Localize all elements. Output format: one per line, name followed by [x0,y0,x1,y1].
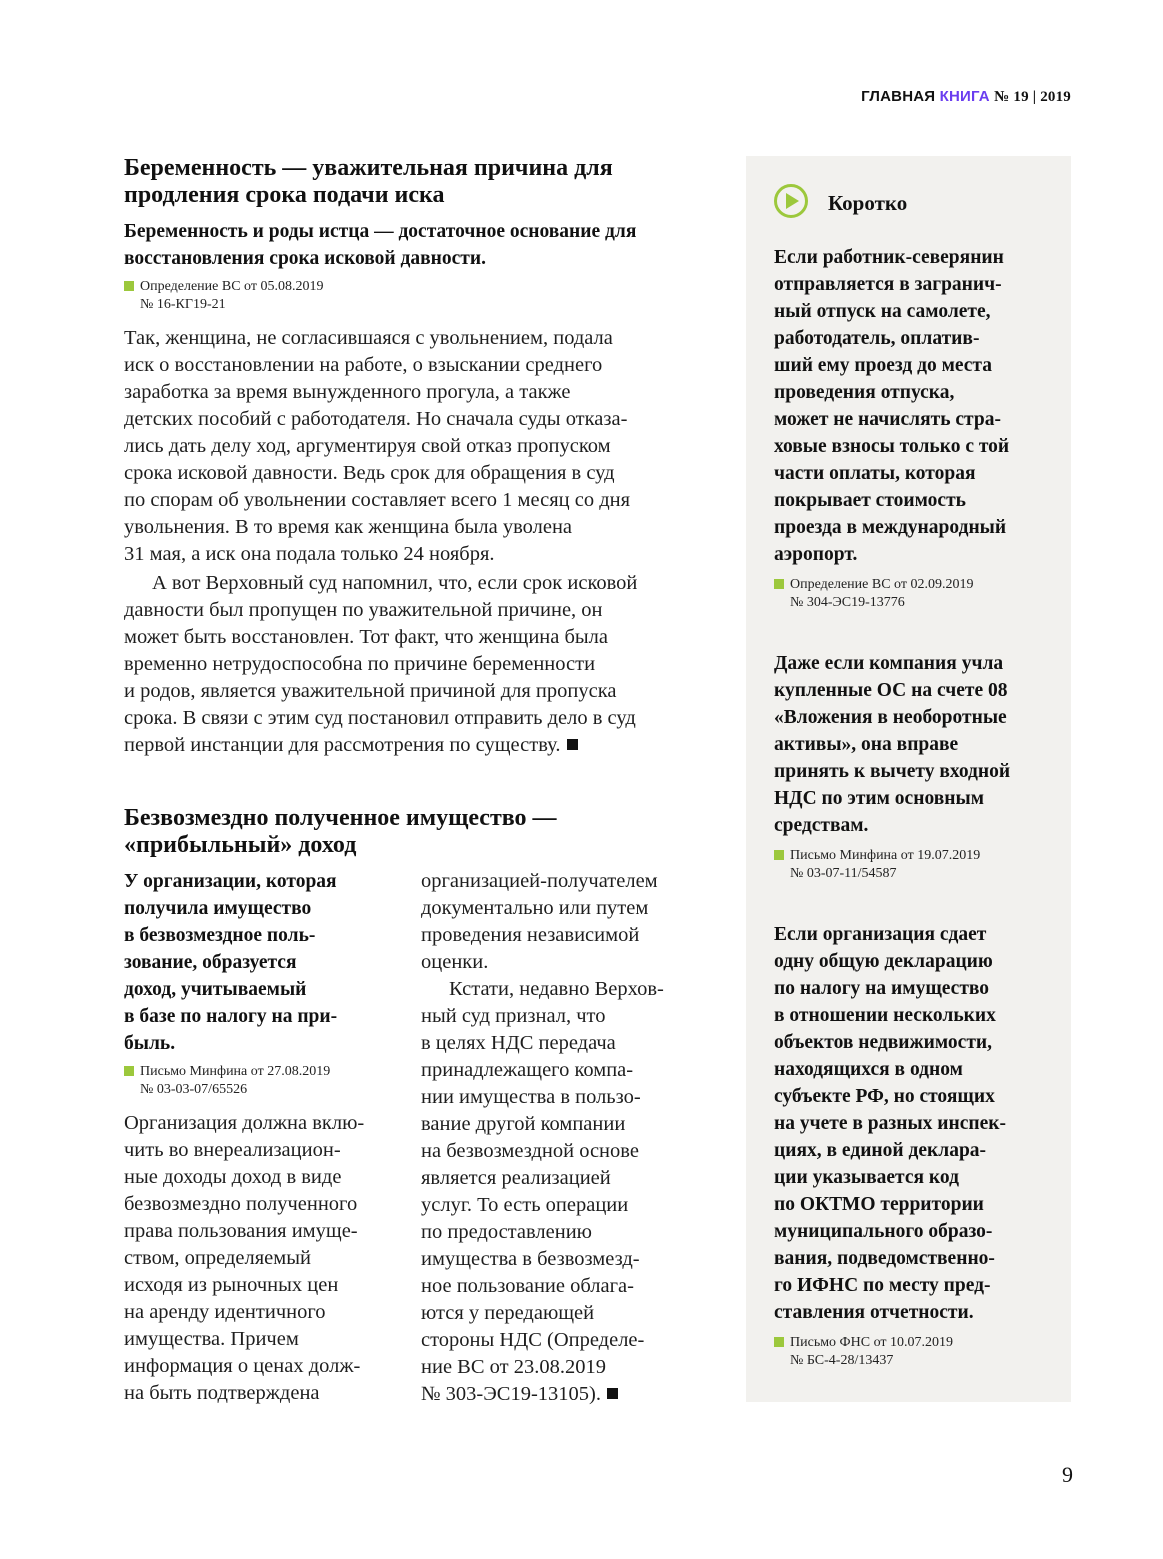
sidebar-item-1-reference [774,576,1064,612]
article1-lead: Беременность и роды истца — достаточное основание для восстановления срока исковой давности. [124,221,637,269]
green-square-icon [124,1066,134,1076]
sidebar-item-3-text: Если организация сдает одну общую декларацию по налогу на имущество в отношении нескольких объектов недвижимости, находящихся в одном субъекте РФ, но стоящих на учете в разных инспек- циях, в единой деклара- ции указывается код по ОКТМО территории муниципального образо- вания, подведомственно- го ИФНС по месту пред- ставления отчетности. [774,924,1007,1323]
sidebar-heading: Коротко [828,191,908,215]
issue-number: № 19 | 2019 [994,89,1071,105]
article2-reference-text: Письмо Минфина от 27.08.2019 № 03-03-07/65526 [140,1064,331,1097]
green-square-icon [774,1337,784,1347]
play-triangle-icon [783,192,801,210]
article1-reference-text: Определение ВС от 05.08.2019 № 16-КГ19-21 [140,279,324,312]
green-square-icon [124,281,134,291]
article2-column2-text1: организацией-получателем документально или путем проведения независимой оценки. [421,870,658,973]
green-square-icon [774,850,784,860]
play-circle-icon [774,184,808,218]
article1-reference [124,278,444,314]
article2-title: Безвозмездно полученное имущество — «прибыльный» доход [124,805,557,858]
brand-accent: КНИГА [939,88,990,105]
article1-paragraph1: Так, женщина, не согласившаяся с увольнением, подала иск о восстановлении на работе, о взыскании среднего заработка за время вынужденного прогула, а также детских пособий с работодателя. Но сначала суды отказа- лись дать делу ход, аргументируя свой отказ пропуском срока исковой давности. Ведь срок для обращения в суд по спорам об увольнении составляет всего 1 месяц со дня увольнения. В то время как женщина была уволена 31 мая, а иск она подала только 24 ноября. [124,327,631,565]
sidebar-item-3-reference [774,1334,1064,1370]
brand-main: ГЛАВНАЯ [861,88,936,105]
article2-column1-text: Организация должна вклю- чить во внереализацион- ные доходы доход в виде безвозмездно полученного права пользования имуще- ством, определяемый исходя из рыночных цен на аренду идентичного имущества. Причем информация о ценах долж- на быть подтверждена [124,1112,365,1404]
black-square-icon [607,1388,618,1399]
page-number: 9 [1062,1462,1073,1487]
sidebar-item-2-text: Даже если компания учла купленные ОС на счете 08 «Вложения в необоротные активы», она вправе принять к вычету входной НДС по этим основным средствам. [774,653,1011,836]
black-square-icon [567,739,578,750]
article2-reference [124,1063,414,1099]
sidebar-item-2-reference [774,847,1064,883]
sidebar-item-1-reference-text: Определение ВС от 02.09.2019 № 304-ЭС19-13776 [790,577,974,610]
masthead [861,88,1071,106]
green-square-icon [774,579,784,589]
sidebar-item-3-reference-text: Письмо ФНС от 10.07.2019 № БС-4-28/13437 [790,1335,954,1368]
article1-title: Беременность — уважительная причина для продления срока подачи иска [124,155,613,208]
article2-column2-wrap [421,976,721,1408]
article2-column2-text2: Кстати, недавно Верхов- ный суд признал, что в целях НДС передача принадлежащего компа- нии имущества в пользо- вание другой компании на безвозмездной основе является реализацией услуг. То есть операции по предоставлению имущества в безвозмезд- ное пользование облага- ются у передающей стороны НДС (Определе- ние ВС от 23.08.2019 № 303-ЭС19-13105). [421,978,664,1405]
sidebar-item-1-text: Если работник-северянин отправляется в загранич- ный отпуск на самолете, работодатель, оплатив- ший ему проезд до места проведения отпуска, может не начислять стра- ховые взносы только с той части оплаты, которая покрывает стоимость проезда в международный аэропорт. [774,247,1010,565]
article1-paragraph2-wrap [124,570,724,759]
article2-lead: У организации, которая получила имущество в безвозмездное поль- зование, образуется доход, учитываемый в базе по налогу на при- быль. [124,871,338,1054]
sidebar-item-2-reference-text: Письмо Минфина от 19.07.2019 № 03-07-11/54587 [790,848,981,881]
article1-paragraph2: А вот Верховный суд напомнил, что, если срок исковой давности был пропущен по уважительной причине, он может быть восстановлен. Тот факт, что женщина была временно нетрудоспособна по причине беременности и родов, является уважительной причиной для пропуска срока. В связи с этим суд постановил отправить дело в суд первой инстанции для рассмотрения по существу. [124,572,638,756]
